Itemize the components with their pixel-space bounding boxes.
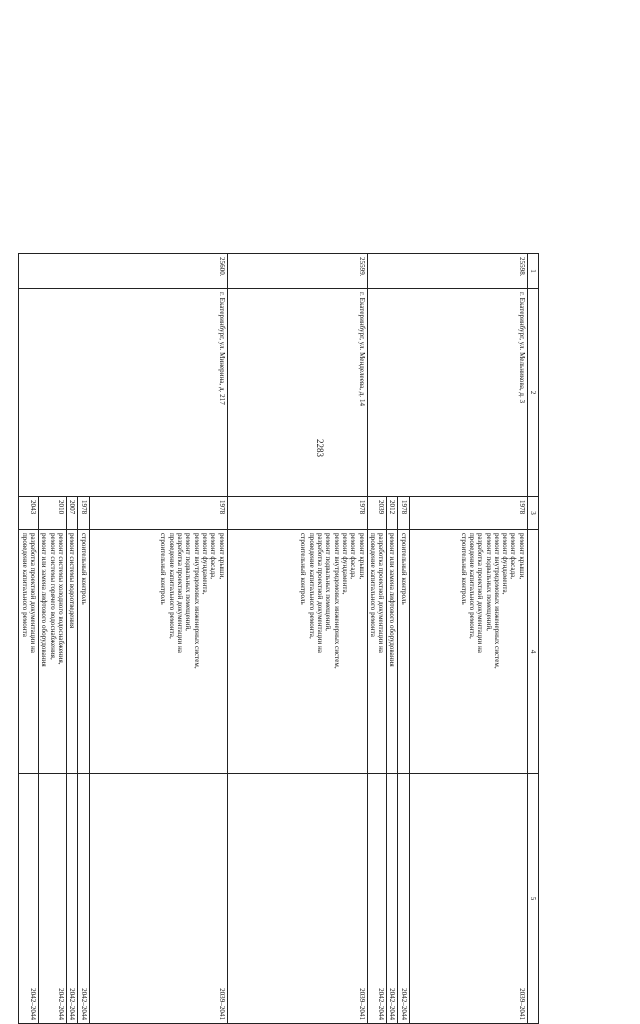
build-year: 1978	[398, 497, 409, 530]
work-type: ремонт крыши, ремонт фасада, ремонт фундамента, ремонт внутридомовых инженерных систем, ремонт подвальных помещений, разработка проектной документации на проведение капитального ремонта, строительный контроль	[89, 530, 227, 774]
build-year: 2012	[387, 497, 398, 530]
row-number: 25598.	[367, 254, 527, 289]
planned-period: 2039–2041	[89, 774, 227, 1024]
row-address: г. Екатеринбург, ул. Мельникова, д. 3	[367, 289, 527, 497]
table-row	[89, 254, 227, 1024]
page-number: 2283	[315, 439, 325, 457]
build-year: 2043	[19, 497, 39, 530]
build-year: 2010	[39, 497, 67, 530]
row-address: г. Екатеринбург, ул. Минерина, д. 217	[19, 289, 227, 497]
planned-period: 2039–2041	[409, 774, 527, 1024]
work-type: строительный контроль	[78, 530, 89, 774]
table-row	[227, 254, 367, 1024]
planned-period: 2042–2044	[367, 774, 387, 1024]
planned-period: 2042–2044	[66, 774, 77, 1024]
build-year: 1978	[78, 497, 89, 530]
work-type: разработка проектной документации на проведение капитального ремонта	[367, 530, 387, 774]
repair-schedule-table	[18, 253, 539, 1024]
planned-period: 2042–2044	[387, 774, 398, 1024]
planned-period: 2042–2044	[39, 774, 67, 1024]
header-col-5: 5	[527, 774, 538, 1024]
header-col-1: 1	[527, 254, 538, 289]
work-type: ремонт или замена лифтового оборудования	[387, 530, 398, 774]
header-row	[527, 254, 538, 1024]
planned-period: 2042–2044	[19, 774, 39, 1024]
rotated-table-container	[20, 253, 539, 1023]
work-type: ремонт крыши, ремонт фасада, ремонт фундамента, ремонт внутридомовых инженерных систем, ремонт подвальных помещений, разработка проектной документации на проведение капитального ремонта, строительный контроль	[227, 530, 367, 774]
build-year: 2039	[367, 497, 387, 530]
planned-period: 2039–2041	[227, 774, 367, 1024]
header-col-3: 3	[527, 497, 538, 530]
work-type: разработка проектной документации на проведение капитального ремонта	[19, 530, 39, 774]
header-col-4: 4	[527, 530, 538, 774]
row-number: 25599.	[227, 254, 367, 289]
planned-period: 2042–2044	[78, 774, 89, 1024]
build-year: 1978	[409, 497, 527, 530]
table-row	[409, 254, 527, 1024]
build-year: 2007	[66, 497, 77, 530]
build-year: 1978	[227, 497, 367, 530]
work-type: ремонт системы водоотведения	[66, 530, 77, 774]
build-year: 1978	[89, 497, 227, 530]
row-address: г. Екатеринбург, ул. Менделеева, д. 14	[227, 289, 367, 497]
planned-period: 2042–2044	[398, 774, 409, 1024]
work-type: строительный контроль	[398, 530, 409, 774]
work-type: ремонт крыши, ремонт фасада, ремонт фундамента, ремонт внутридомовых инженерных систем, ремонт подвальных помещений, разработка проектной документации на проведение капитального ремонта, строительный контроль	[409, 530, 527, 774]
header-col-2: 2	[527, 289, 538, 497]
row-number: 25600.	[19, 254, 227, 289]
work-type: ремонт системы холодного водоснабжения, ремонт системы горячего водоснабжения, ремонт или замена лифтового оборудования	[39, 530, 67, 774]
